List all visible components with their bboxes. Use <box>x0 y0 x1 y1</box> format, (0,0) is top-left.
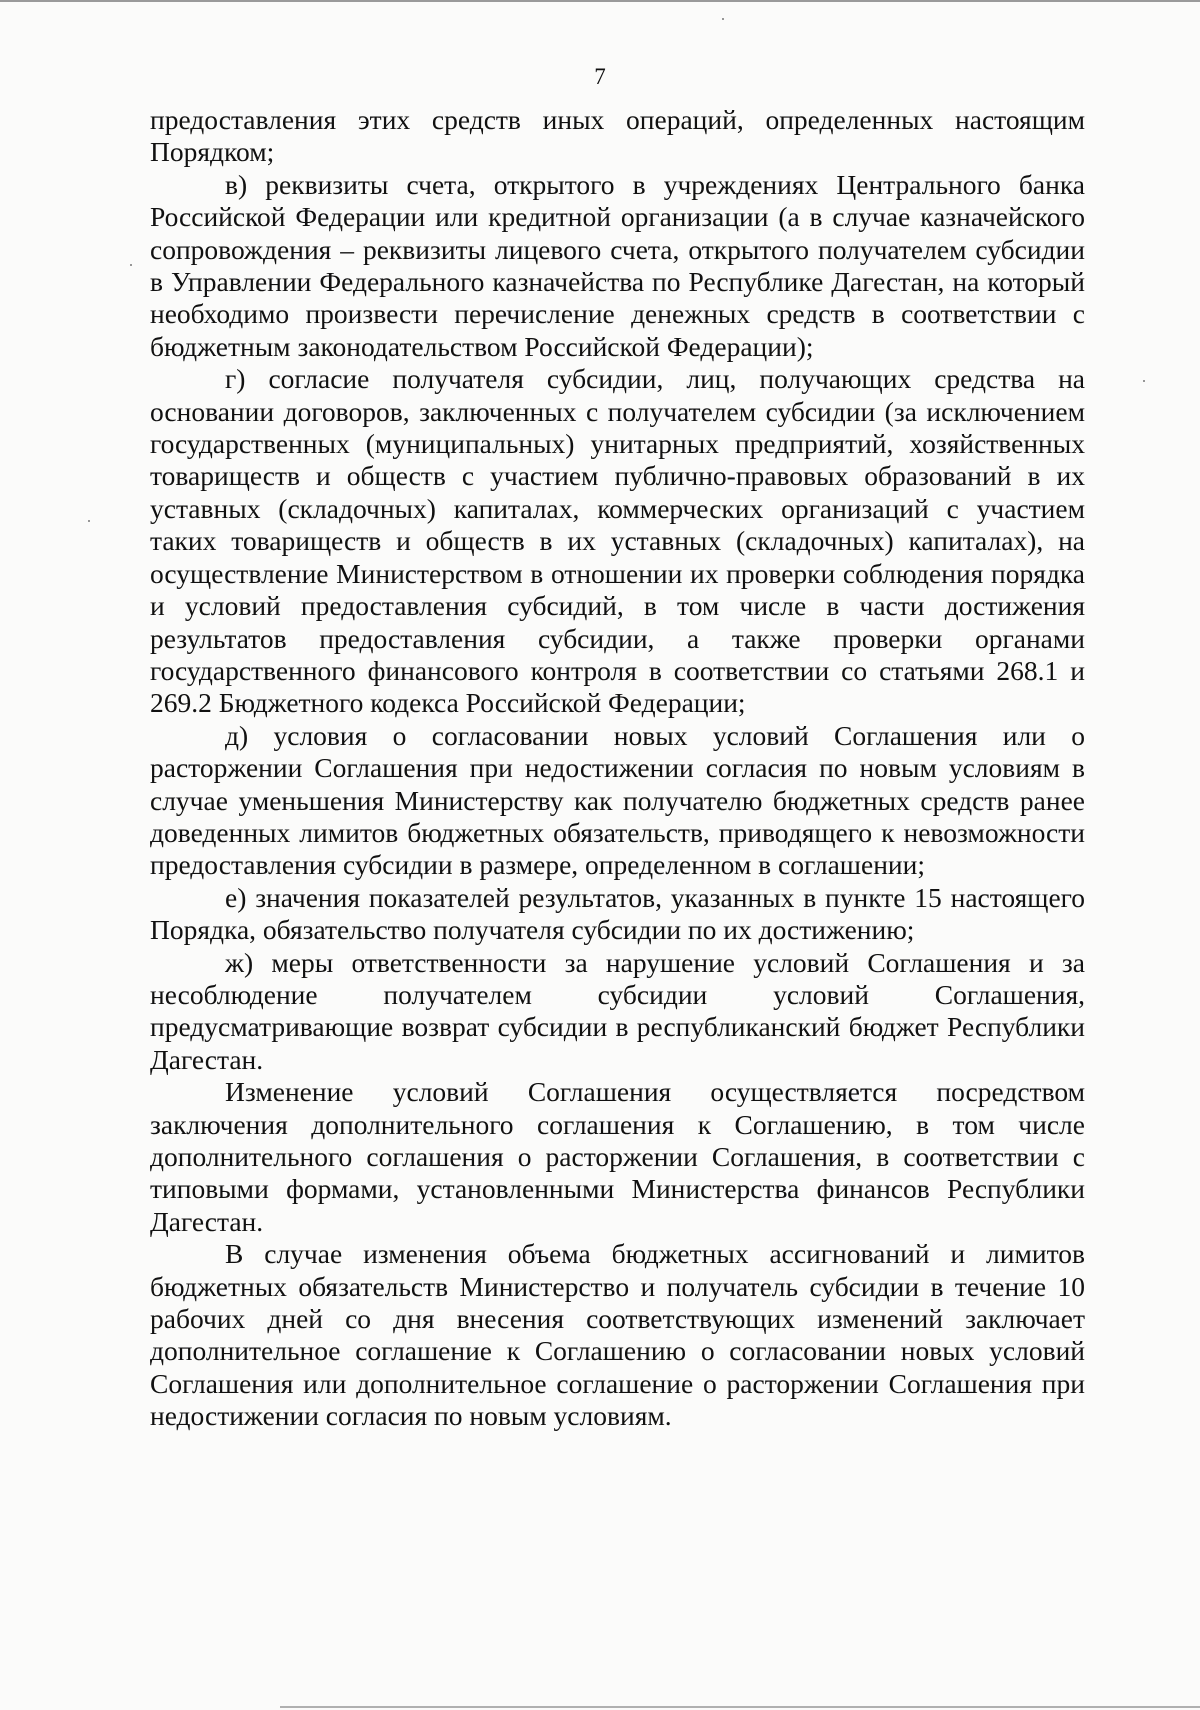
paragraph-item-g: г) согласие получателя субсидии, лиц, получающих средства на основании договоров, заключенных с получателем субсидии (за исключением государственных (муниципальных) унитарных предприятий, хозяйственных товариществ и обществ с участием публично-правовых образований в их уставных (складочных) капиталах, коммерческих организаций с участием таких товариществ и обществ в их уставных (складочных) капиталах), на осуществление Министерством в отношении их проверки соблюдения порядка и условий предоставления субсидий, в том числе в части достижения результатов предоставления субсидии, а также проверки органами государственного финансового контроля в соответствии со статьями 268.1 и 269.2 Бюджетного кодекса Российской Федерации; <box>150 363 1085 719</box>
paragraph-item-zh: ж) меры ответственности за нарушение условий Соглашения и за несоблюдение получателем субсидии условий Соглашения, предусматривающие возврат субсидии в республиканский бюджет Республики Дагестан. <box>150 946 1085 1075</box>
scan-speck <box>722 18 724 20</box>
paragraph-continuation: предоставления этих средств иных операций, определенных настоящим Порядком; <box>150 104 1085 168</box>
scan-edge-top <box>0 0 1200 2</box>
scan-edge-bottom <box>280 1706 1200 1708</box>
document-body <box>150 104 1085 1433</box>
paragraph-item-e: е) значения показателей результатов, указанных в пункте 15 настоящего Порядка, обязательство получателя субсидии по их достижению; <box>150 881 1085 946</box>
scan-speck <box>130 264 132 266</box>
scan-speck <box>88 520 90 522</box>
paragraph-change-conditions: Изменение условий Соглашения осуществляется посредством заключения дополнительного соглашения к Соглашению, в том числе дополнительного соглашения о расторжении Соглашения, в соответствии с типовыми формами, установленными Министерства финансов Республики Дагестан. <box>150 1076 1085 1237</box>
paragraph-item-d: д) условия о согласовании новых условий Соглашения или о расторжении Соглашения при недостижении согласия по новым условиям в случае уменьшения Министерству как получателю бюджетных средств ранее доведенных лимитов бюджетных обязательств, приводящего к невозможности предоставления субсидии в размере, определенном в соглашении; <box>150 719 1085 881</box>
scan-speck <box>1143 380 1145 382</box>
paragraph-budget-change: В случае изменения объема бюджетных ассигнований и лимитов бюджетных обязательств Министерство и получатель субсидии в течение 10 рабочих дней со дня внесения соответствующих изменений заключает дополнительное соглашение к Соглашению о согласовании новых условий Соглашения или дополнительное соглашение о расторжении Соглашения при недостижении согласия по новым условиям. <box>150 1238 1085 1432</box>
paragraph-item-v: в) реквизиты счета, открытого в учреждениях Центрального банка Российской Федерации или кредитной организации (а в случае казначейского сопровождения – реквизиты лицевого счета, открытого получателем субсидии в Управлении Федерального казначейства по Республике Дагестан, на который необходимо произвести перечисление денежных средств в соответствии с бюджетным законодательством Российской Федерации); <box>150 168 1085 362</box>
page-number: 7 <box>594 64 606 89</box>
